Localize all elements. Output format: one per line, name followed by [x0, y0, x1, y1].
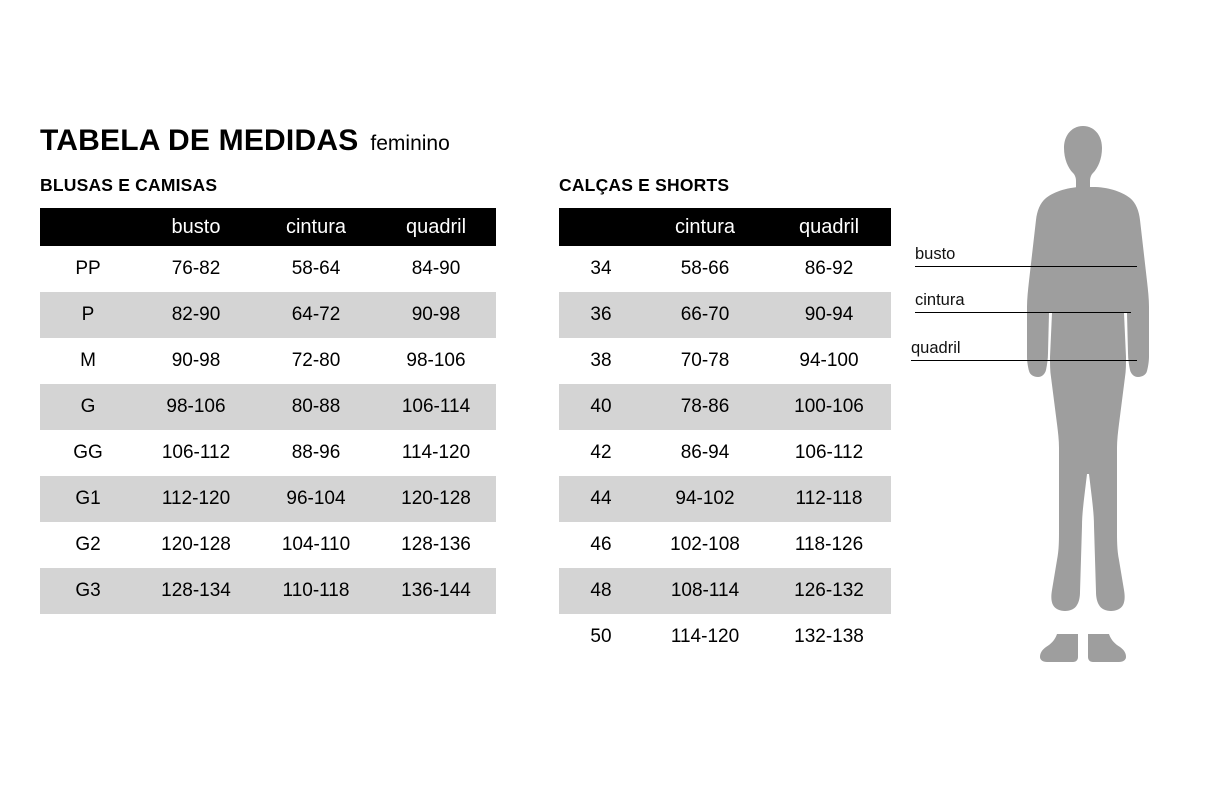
column-header-busto: busto	[136, 208, 256, 246]
cell-size: 42	[590, 442, 612, 463]
cell-cintura: 110-118	[256, 568, 376, 614]
cell-busto: 90-98	[171, 350, 221, 371]
column-header-quadril: quadril	[376, 208, 496, 246]
cell-size: GG	[73, 442, 103, 463]
column-header-quadril: quadril	[767, 208, 891, 246]
callout-label-quadril: quadril	[911, 339, 961, 357]
cell-cintura: 58-64	[291, 258, 341, 279]
cell-quadril: 90-98	[376, 292, 496, 338]
table-row	[559, 614, 891, 660]
table-row	[559, 292, 891, 338]
cell-quadril: 128-136	[401, 534, 471, 555]
cell-busto: 76-82	[171, 258, 221, 279]
cell-size: 40	[559, 384, 643, 430]
cell-size: 38	[590, 350, 612, 371]
cell-cintura: 64-72	[256, 292, 376, 338]
cell-size: 50	[590, 626, 612, 647]
bottoms-size-table	[559, 208, 891, 660]
table-row	[559, 476, 891, 522]
cell-quadril: 90-94	[767, 292, 891, 338]
cell-cintura: 78-86	[643, 384, 767, 430]
cell-cintura: 72-80	[291, 350, 341, 371]
cell-size: 46	[590, 534, 612, 555]
cell-quadril: 84-90	[411, 258, 461, 279]
cell-cintura: 96-104	[256, 476, 376, 522]
cell-size: G	[40, 384, 136, 430]
bottoms-section-heading: CALÇAS E SHORTS	[559, 175, 730, 195]
cell-cintura: 70-78	[680, 350, 730, 371]
cell-quadril: 86-92	[804, 258, 854, 279]
tops-table-block	[40, 175, 496, 614]
table-row	[40, 476, 496, 522]
table-row	[559, 522, 891, 568]
cell-size: 34	[590, 258, 612, 279]
table-row	[40, 568, 496, 614]
cell-quadril: 106-112	[794, 442, 864, 463]
cell-quadril: 132-138	[794, 626, 864, 647]
table-row	[40, 338, 496, 384]
cell-size: G3	[40, 568, 136, 614]
cell-busto: 106-112	[161, 442, 231, 463]
cell-busto: 112-120	[136, 476, 256, 522]
callout-line-cintura	[915, 312, 1131, 313]
cell-size: 36	[559, 292, 643, 338]
cell-cintura: 80-88	[256, 384, 376, 430]
cell-busto: 82-90	[136, 292, 256, 338]
table-row	[40, 292, 496, 338]
cell-quadril: 100-106	[767, 384, 891, 430]
callout-line-busto	[915, 266, 1137, 267]
cell-cintura: 88-96	[291, 442, 341, 463]
column-header-cintura: cintura	[256, 208, 376, 246]
table-row	[559, 338, 891, 384]
cell-quadril: 114-120	[401, 442, 471, 463]
cell-cintura: 66-70	[643, 292, 767, 338]
cell-cintura: 102-108	[670, 534, 740, 555]
cell-quadril: 126-132	[767, 568, 891, 614]
callout-label-busto: busto	[915, 245, 956, 263]
table-header-row	[40, 208, 496, 246]
cell-size: M	[80, 350, 96, 371]
cell-cintura: 108-114	[643, 568, 767, 614]
cell-size: G1	[40, 476, 136, 522]
cell-quadril: 136-144	[376, 568, 496, 614]
table-row	[559, 246, 891, 292]
cell-size: 44	[559, 476, 643, 522]
cell-cintura: 58-66	[680, 258, 730, 279]
cell-busto: 128-134	[136, 568, 256, 614]
column-header-size	[559, 208, 643, 246]
cell-quadril: 106-114	[376, 384, 496, 430]
body-figure	[905, 118, 1205, 678]
cell-quadril: 98-106	[406, 350, 466, 371]
column-header-cintura: cintura	[643, 208, 767, 246]
table-row	[559, 568, 891, 614]
cell-quadril: 118-126	[794, 534, 864, 555]
page-title	[40, 126, 450, 156]
cell-busto: 120-128	[161, 534, 231, 555]
cell-size: 48	[559, 568, 643, 614]
column-header-size	[40, 208, 136, 246]
table-row	[40, 246, 496, 292]
cell-size: PP	[75, 258, 101, 279]
cell-size: G2	[75, 534, 101, 555]
table-row	[559, 384, 891, 430]
tops-size-table	[40, 208, 496, 614]
page-title-sub: feminino	[370, 132, 450, 155]
tops-section-heading: BLUSAS E CAMISAS	[40, 175, 218, 195]
cell-cintura: 114-120	[670, 626, 740, 647]
bottoms-table-block	[559, 175, 891, 660]
table-row	[559, 430, 891, 476]
callout-line-quadril	[911, 360, 1137, 361]
cell-busto: 98-106	[136, 384, 256, 430]
cell-cintura: 104-110	[281, 534, 351, 555]
page-title-main: TABELA DE MEDIDAS	[40, 124, 359, 157]
cell-quadril: 120-128	[376, 476, 496, 522]
table-row	[40, 384, 496, 430]
callout-label-cintura: cintura	[915, 291, 965, 309]
cell-size: P	[40, 292, 136, 338]
table-row	[40, 430, 496, 476]
cell-quadril: 112-118	[767, 476, 891, 522]
table-row	[40, 522, 496, 568]
cell-quadril: 94-100	[799, 350, 859, 371]
cell-cintura: 94-102	[643, 476, 767, 522]
table-header-row	[559, 208, 891, 246]
female-silhouette-icon	[905, 118, 1205, 678]
cell-cintura: 86-94	[680, 442, 730, 463]
